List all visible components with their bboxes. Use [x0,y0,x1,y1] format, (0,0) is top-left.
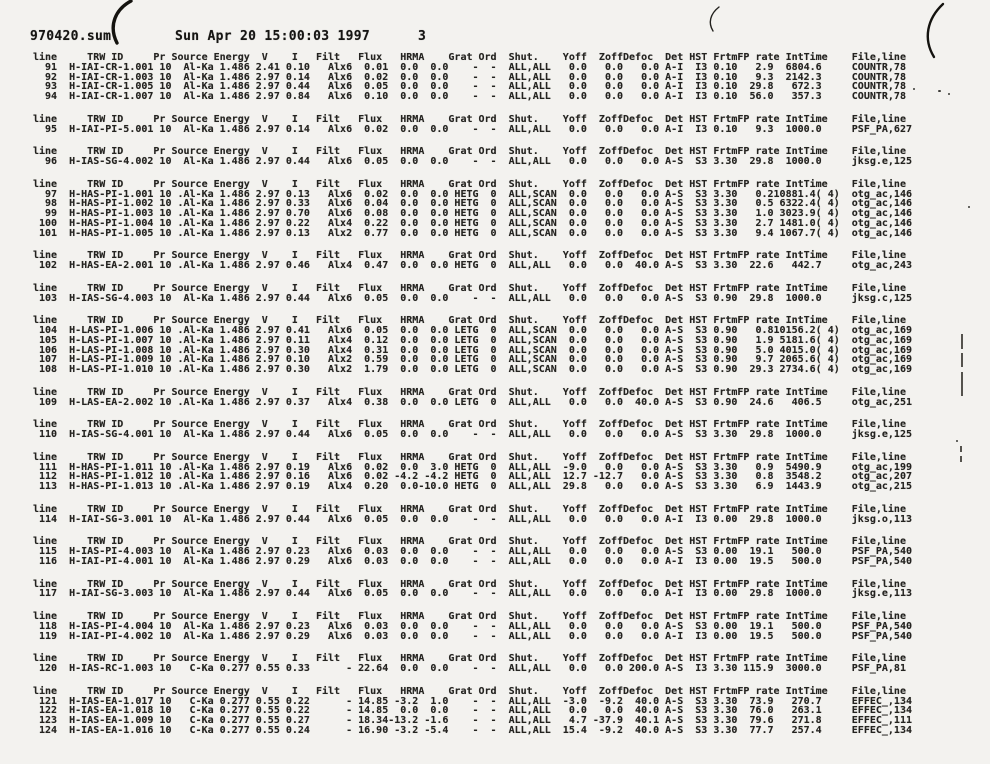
table-group [33,147,933,167]
table-header-row: line TRW ID Pr Source Energy V I Filt Flux HRMA Grat Ord Shut. Yoff ZoffDefoc Det HST FrtmFP rate IntTime File,line [33,536,912,548]
table-row: 110 H-IAS-SG-4.001 10 Al-Ka 1.486 2.97 0.44 Alx6 0.05 0.0 0.0 - - ALL,ALL 0.0 0.0 0.0 A-S S3 3.30 29.8 1000.0 jksg.e,125 [33,429,912,440]
table-row: 114 H-IAI-SG-3.001 10 Al-Ka 1.486 2.97 0.44 Alx6 0.05 0.0 0.0 - - ALL,ALL 0.0 0.0 0.0 A-I I3 0.00 29.8 1000.0 jksg.o,113 [33,513,912,525]
table-row: 104 H-LAS-PI-1.006 10 .Al-Ka 1.486 2.97 0.41 Alx6 0.05 0.0 0.0 LETG 0 ALL,SCAN 0.0 0.0 0.0 A-S S3 0.90 0.810156.2( 4) otg_ac,169 [33,325,912,336]
scan-speck [968,206,970,208]
table-group [33,580,933,600]
table-group [33,284,933,304]
table-header-row: line TRW ID Pr Source Energy V I Filt Flux HRMA Grat Ord Shut. Yoff ZoffDefoc Det HST FrtmFP rate IntTime File,line [33,611,912,622]
table-group [33,316,933,375]
scan-edge-artifact [961,372,963,396]
table-group [33,53,933,102]
table-row: 121 H-IAS-EA-1.017 10 C-Ka 0.277 0.55 0.22 - 14.85 -3.2 1.0 - - ALL,ALL -3.0 -9.2 40.0 A-S S3 3.30 73.9 270.7 EFFEC_,134 [33,695,912,707]
table-header-row: line TRW ID Pr Source Energy V I Filt Flux HRMA Grat Ord Shut. Yoff ZoffDefoc Det HST FrtmFP rate IntTime File,line [33,451,912,463]
table-header-row: line TRW ID Pr Source Energy V I Filt Flux HRMA Grat Ord Shut. Yoff ZoffDefoc Det HST FrtmFP rate IntTime File,line [33,653,912,665]
table-group [33,537,933,566]
scan-speck [938,90,941,92]
table-row: 94 H-IAI-CR-1.007 10 Al-Ka 1.486 2.97 0.84 Alx6 0.10 0.0 0.0 - - ALL,ALL 0.0 0.0 0.0 A-I I3 0.10 56.0 357.3 COUNTR,78 [33,91,912,102]
table-row: 96 H-IAS-SG-4.002 10 Al-Ka 1.486 2.97 0.44 Alx6 0.05 0.0 0.0 - - ALL,ALL 0.0 0.0 0.0 A-S S3 3.30 29.8 1000.0 jksg.e,125 [33,156,912,167]
page-datetime: Sun Apr 20 15:00:03 1997 [175,29,371,44]
table-header-row: line TRW ID Pr Source Energy V I Filt Flux HRMA Grat Ord Shut. Yoff ZoffDefoc Det HST FrtmFP rate IntTime File,line [33,52,912,63]
table-row: 108 H-LAS-PI-1.010 10 .Al-Ka 1.486 2.97 0.30 Alx2 1.79 0.0 0.0 LETG 0 ALL,SCAN 0.0 0.0 0.0 A-S S3 0.90 29.3 2734.6( 4) otg_ac,169 [33,364,912,375]
table-group [33,654,933,674]
table-row: 117 H-IAI-SG-3.003 10 Al-Ka 1.486 2.97 0.44 Alx6 0.05 0.0 0.0 - - ALL,ALL 0.0 0.0 0.0 A-I I3 0.00 29.8 1000.0 jksg.e,113 [33,588,912,600]
table-row: 116 H-IAI-PI-4.001 10 Al-Ka 1.486 2.97 0.29 Alx6 0.03 0.0 0.0 - - ALL,ALL 0.0 0.0 0.0 A-I I3 0.00 19.5 500.0 PSF_PA,540 [33,555,912,567]
table-row: 112 H-HAS-PI-1.012 10 .Al-Ka 1.486 2.97 0.16 Alx6 0.02 -4.2 -4.2 HETG 0 ALL,ALL 12.7 -12.7 0.0 A-S S3 3.30 0.8 3548.2 otg_ac,207 [33,471,912,483]
scan-edge-artifact [961,334,963,349]
table-group [33,388,933,408]
handwritten-paren-icon [710,7,719,31]
table-row: 109 H-LAS-EA-2.002 10 .Al-Ka 1.486 2.97 0.37 Alx4 0.38 0.0 0.0 LETG 0 ALL,ALL 0.0 0.0 40.0 A-S S3 0.90 24.6 406.5 otg_ac,251 [33,396,912,408]
table-header-row: line TRW ID Pr Source Energy V I Filt Flux HRMA Grat Ord Shut. Yoff ZoffDefoc Det HST FrtmFP rate IntTime File,line [33,685,912,697]
table-header-row: line TRW ID Pr Source Energy V I Filt Flux HRMA Grat Ord Shut. Yoff ZoffDefoc Det HST FrtmFP rate IntTime File,line [33,146,912,158]
scan-speck [948,93,950,95]
table-group [33,420,933,440]
table-row: 107 H-LAS-PI-1.009 10 .Al-Ka 1.486 2.97 0.10 Alx2 0.59 0.0 0.0 LETG 0 ALL,SCAN 0.0 0.0 0.0 A-S S3 0.90 9.7 2065.6( 4) otg_ac,169 [33,354,912,366]
table-row: 118 H-IAS-PI-4.004 10 Al-Ka 1.486 2.97 0.23 Alx6 0.03 0.0 0.0 - - ALL,ALL 0.0 0.0 0.0 A-S S3 0.00 19.1 500.0 PSF_PA,540 [33,620,912,632]
table-row: 120 H-IAS-RC-1.003 10 C-Ka 0.277 0.55 0.33 - 22.64 0.0 0.0 - - ALL,ALL 0.0 0.0 200.0 A-S I3 3.30 115.9 3000.0 PSF_PA,81 [33,663,912,674]
page-number: 3 [418,29,427,44]
scan-edge-artifact [960,456,962,462]
table-header-row: line TRW ID Pr Source Energy V I Filt Flux HRMA Grat Ord Shut. Yoff ZoffDefoc Det HST FrtmFP rate IntTime File,line [33,578,912,590]
handwritten-paren-icon [928,4,943,57]
table-row: 111 H-HAS-PI-1.011 10 .Al-Ka 1.486 2.97 0.19 Alx6 0.02 0.0 3.0 HETG 0 ALL,ALL -9.0 0.0 0.0 A-S S3 3.30 0.9 5490.9 otg_ac,199 [33,461,912,473]
table-row: 99 H-HAS-PI-1.003 10 .Al-Ka 1.486 2.97 0.70 Alx6 0.08 0.0 0.0 HETG 0 ALL,SCAN 0.0 0.0 0.0 A-S S3 3.30 1.0 3023.9( 4) otg_ac,146 [33,208,912,219]
table-group [33,612,933,641]
table-header-row: line TRW ID Pr Source Energy V I Filt Flux HRMA Grat Ord Shut. Yoff ZoffDefoc Det HST FrtmFP rate IntTime File,line [33,503,912,515]
table-group [33,687,933,736]
table-row: 92 H-IAI-CR-1.003 10 Al-Ka 1.486 2.97 0.14 Alx6 0.02 0.0 0.0 - - ALL,ALL 0.0 0.0 0.0 A-I I3 0.10 9.3 2142.3 COUNTR,78 [33,71,912,83]
scan-edge-artifact [961,353,963,367]
table-header-row: line TRW ID Pr Source Energy V I Filt Flux HRMA Grat Ord Shut. Yoff ZoffDefoc Det HST FrtmFP rate IntTime File,line [33,386,912,398]
table-row: 103 H-IAS-SG-4.003 10 Al-Ka 1.486 2.97 0.44 Alx6 0.05 0.0 0.0 - - ALL,ALL 0.0 0.0 0.0 A-S S3 0.90 29.8 1000.0 jksg.c,125 [33,292,912,304]
table-group [33,180,933,239]
table-header-row: line TRW ID Pr Source Energy V I Filt Flux HRMA Grat Ord Shut. Yoff ZoffDefoc Det HST FrtmFP rate IntTime File,line [33,282,912,294]
table-header-row: line TRW ID Pr Source Energy V I Filt Flux HRMA Grat Ord Shut. Yoff ZoffDefoc Det HST FrtmFP rate IntTime File,line [33,178,912,190]
scan-speck [956,440,958,442]
table-header-row: line TRW ID Pr Source Energy V I Filt Flux HRMA Grat Ord Shut. Yoff ZoffDefoc Det HST FrtmFP rate IntTime File,line [33,315,912,327]
table-group [33,115,933,135]
table-row: 100 H-HAS-PI-1.004 10 .Al-Ka 1.486 2.97 0.22 Alx4 0.22 0.0 0.0 HETG 0 ALL,SCAN 0.0 0.0 0.0 A-S S3 3.30 2.7 1481.0( 4) otg_ac,146 [33,217,912,229]
table-row: 95 H-IAI-PI-5.001 10 Al-Ka 1.486 2.97 0.14 Alx6 0.02 0.0 0.0 - - ALL,ALL 0.0 0.0 0.0 A-I I3 0.10 9.3 1000.0 PSF_PA,627 [33,123,912,135]
table-row: 106 H-LAS-PI-1.008 10 .Al-Ka 1.486 2.97 0.30 Alx4 0.31 0.0 0.0 LETG 0 ALL,SCAN 0.0 0.0 0.0 A-S S3 0.90 5.0 4015.0( 4) otg_ac,169 [33,344,912,356]
table-row: 93 H-IAI-CR-1.005 10 Al-Ka 1.486 2.97 0.44 Alx6 0.05 0.0 0.0 - - ALL,ALL 0.0 0.0 0.0 A-I I3 0.10 29.8 672.3 COUNTR,78 [33,81,912,93]
table-header-row: line TRW ID Pr Source Energy V I Filt Flux HRMA Grat Ord Shut. Yoff ZoffDefoc Det HST FrtmFP rate IntTime File,line [33,113,912,125]
table-row: 115 H-IAS-PI-4.003 10 Al-Ka 1.486 2.97 0.23 Alx6 0.03 0.0 0.0 - - ALL,ALL 0.0 0.0 0.0 A-S S3 0.00 19.1 500.0 PSF_PA,540 [33,546,912,557]
table-row: 101 H-HAS-PI-1.005 10 .Al-Ka 1.486 2.97 0.13 Alx2 0.77 0.0 0.0 HETG 0 ALL,SCAN 0.0 0.0 0.0 A-S S3 3.30 9.4 1067.7( 4) otg_ac,146 [33,227,912,239]
table-row: 122 H-IAS-EA-1.018 10 C-Ka 0.277 0.55 0.22 - 14.85 0.0 0.0 - - ALL,ALL 0.0 0.0 40.0 A-S S3 3.30 76.0 263.1 EFFEC_,134 [33,705,912,717]
table-row: 102 H-HAS-EA-2.001 10 .Al-Ka 1.486 2.97 0.46 Alx4 0.47 0.0 0.0 HETG 0 ALL,ALL 0.0 0.0 40.0 A-S S3 3.30 22.6 442.7 otg_ac,243 [33,260,912,271]
table-group [33,505,933,525]
table-group [33,453,933,492]
table-row: 98 H-HAS-PI-1.002 10 .Al-Ka 1.486 2.97 0.33 Alx6 0.04 0.0 0.0 HETG 0 ALL,SCAN 0.0 0.0 0.0 A-S S3 3.30 0.5 6322.4( 4) otg_ac,146 [33,198,912,210]
scan-edge-artifact [960,446,962,452]
table-row: 105 H-LAS-PI-1.007 10 .Al-Ka 1.486 2.97 0.11 Alx4 0.12 0.0 0.0 LETG 0 ALL,SCAN 0.0 0.0 0.0 A-S S3 0.90 1.9 5181.6( 4) otg_ac,169 [33,334,912,346]
handwritten-paren-icon [113,1,131,43]
observation-log-table [33,53,933,749]
table-row: 123 H-IAS-EA-1.009 10 C-Ka 0.277 0.55 0.27 - 18.34-13.2 -1.6 - - ALL,ALL 4.7 -37.9 40.1 A-S S3 3.30 79.6 271.8 EFFEC_,111 [33,715,912,726]
table-row: 91 H-IAI-CR-1.001 10 Al-Ka 1.486 2.41 0.10 Alx6 0.01 0.0 0.0 - - ALL,ALL 0.0 0.0 0.0 A-I I3 0.10 2.9 6804.6 COUNTR,78 [33,61,912,73]
page-filename: 970420.sum [30,29,112,44]
table-group [33,251,933,271]
table-header-row: line TRW ID Pr Source Energy V I Filt Flux HRMA Grat Ord Shut. Yoff ZoffDefoc Det HST FrtmFP rate IntTime File,line [33,419,912,431]
table-row: 113 H-HAS-PI-1.013 10 .Al-Ka 1.486 2.97 0.19 Alx4 0.20 0.0-10.0 HETG 0 ALL,ALL 29.8 0.0 0.0 A-S S3 3.30 6.9 1443.9 otg_ac,215 [33,481,912,492]
table-row: 119 H-IAI-PI-4.002 10 Al-Ka 1.486 2.97 0.29 Alx6 0.03 0.0 0.0 - - ALL,ALL 0.0 0.0 0.0 A-I I3 0.00 19.5 500.0 PSF_PA,540 [33,630,912,642]
table-row: 124 H-IAS-EA-1.016 10 C-Ka 0.277 0.55 0.24 - 16.90 -3.2 -5.4 - - ALL,ALL 15.4 -9.2 40.0 A-S S3 3.30 77.7 257.4 EFFEC_,134 [33,724,912,736]
table-header-row: line TRW ID Pr Source Energy V I Filt Flux HRMA Grat Ord Shut. Yoff ZoffDefoc Det HST FrtmFP rate IntTime File,line [33,250,912,262]
table-row: 97 H-HAS-PI-1.001 10 .Al-Ka 1.486 2.97 0.13 Alx6 0.02 0.0 0.0 HETG 0 ALL,SCAN 0.0 0.0 0.0 A-S S3 3.30 0.210881.4( 4) otg_ac,146 [33,188,912,200]
scan-speck [913,88,915,90]
